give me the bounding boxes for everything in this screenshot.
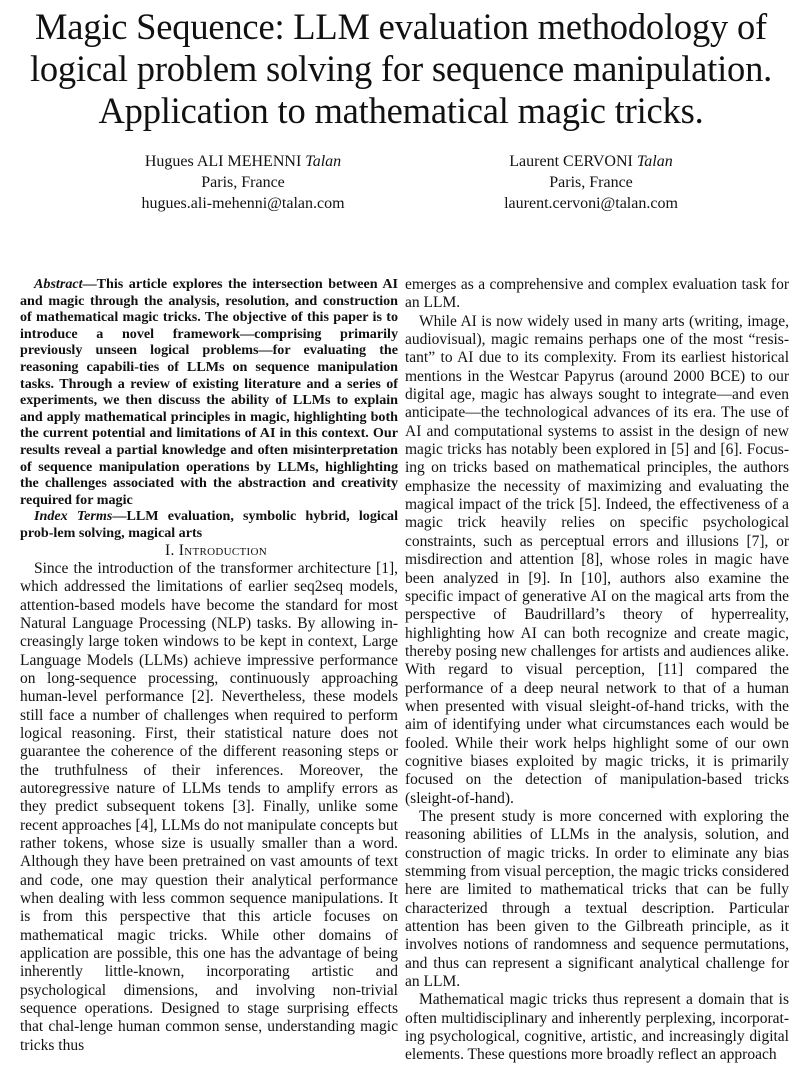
intro-paragraph-2: While AI is now widely used in many arts (writing, image, audiovisual), magic remains perhaps one of the most “resis-tant” to AI due to its complexity. From its earliest historical mentions in the Westcar Papyrus (around 2000 BCE) to our digital age, magic has always sought to integrate—and even anticipate—the technological advances of its era. The use of AI and computational systems to assist in the design of new magic tricks has notably been explored in [5] and [6]. Focus-ing on tricks based on mathematical principles, the authors emphasize the necessity of maximizing and evaluating the magical impact of the trick [5]. Indeed, the effectiveness of a magic trick heavily relies on specific psychological constraints, such as perceptual errors and illusions [7], or misdirection and attention [8], whose roles in magic have been analyzed in [9]. In [10], authors also examine the specific impact of generative AI on the magical arts from the perspective of Baudrillard’s theory of hyperreality, highlighting how AI can both recognize and create magic, thereby posing new challenges for artists and audiences alike. With regard to visual perception, [11] compared the performance of a deep neural network to that of a human when presented with visual sleight-of-hand tricks, with the aim of identifying under what circumstances each would be fooled. While their work helps highlight some of our own cognitive biases exploited by magic tricks, it is primarily focused on the detection of manipulation-based tricks (sleight-of-hand). (405, 312, 789, 807)
abstract-text: —This article explores the intersection between AI and magic through the analysis, resolution, and construction of mathematical magic tricks. The objective of this paper is to introduce a novel framework—comprising primarily previously unseen logical problems—for evaluating the reasoning capabili-ties of LLMs on sequence manipulation tasks. Through a review of existing literature and a series of experiments, we then discuss the ability of LLMs to explain and apply mathematical principles in magic, highlighting both the current potential and limitations of AI in this context. Our results reveal a partial knowledge and often misinterpretation of sequence manipulation operations by LLMs, highlighting the challenges associated with the abstraction and creativity required for magic (20, 276, 398, 508)
title-line: Application to mathematical magic tricks. (98, 90, 704, 131)
title-line: logical problem solving for sequence manipulation. (29, 48, 773, 89)
intro-paragraph-1-continued: emerges as a comprehensive and complex evaluation task for an LLM. (405, 276, 789, 312)
index-terms (20, 508, 398, 541)
left-column (20, 276, 398, 1055)
author-name-line (441, 151, 741, 172)
paper-title (0, 6, 802, 132)
author-block (441, 151, 741, 214)
author-name-line (93, 151, 393, 172)
author-email[interactable]: hugues.ali-mehenni@talan.com (141, 195, 345, 212)
author-location: Paris, France (549, 174, 633, 191)
title-line: Magic Sequence: LLM evaluation methodology of (35, 6, 767, 47)
author-name: Laurent CERVONI (509, 153, 633, 170)
intro-paragraph-1: Since the introduction of the transformer architecture [1], which addressed the limitations of earlier seq2seq models, attention-based models have become the standard for most Natural Language Processing (NLP) tasks. By allowing in-creasingly large token windows to be kept in context, Large Language Models (LLMs) achieve impressive performance on long-sequence processing, continuously approaching human-level performance [2]. Nevertheless, these models still face a number of challenges when required to perform logical reasoning. First, their statistical nature does not guarantee the coherence of the different reasoning steps or the truthfulness of their inferences. Moreover, the autoregressive nature of LLMs tends to amplify errors as they predict subsequent tokens [3]. Finally, unlike some recent approaches [4], LLMs do not manipulate concepts but rather tokens, whose size is usually smaller than a word. Although they have been pretrained on vast amounts of text and code, one may question their analytical performance when dealing with less common sequence manipulations. It is from this perspective that this article focuses on mathematical magic tricks. While other domains of application are possible, this one has the advantage of being inherently little-known, incorporating artistic and psychological dimensions, and involving non-trivial sequence operations. Designed to stage surprising effects that chal-lenge human common sense, understanding magic tricks thus (20, 559, 398, 1054)
author-email[interactable]: laurent.cervoni@talan.com (504, 195, 678, 212)
section-heading-introduction: I. Introduction (164, 541, 267, 559)
right-column (405, 276, 789, 1065)
author-block (93, 151, 393, 214)
author-affiliation: Talan (305, 153, 342, 170)
abstract-label: Abstract (34, 276, 83, 292)
intro-paragraph-3: The present study is more concerned with exploring the reasoning abilities of LLMs in the analysis, solution, and construction of magic tricks. In order to eliminate any bias stemming from visual perception, the magic tricks considered here are limited to mathematical tricks that can be fully characterized through a textual description. Particular attention has been given to the Gilbreath principle, as it involves notions of randomness and sequence permutations, and thus can represent a significant analytical challenge for an LLM. (405, 807, 789, 991)
index-terms-text: —LLM evaluation, symbolic hybrid, logical prob-lem solving, magical arts (20, 508, 398, 541)
intro-paragraph-4: Mathematical magic tricks thus represent a domain that is often multidisciplinary and inherently perplexing, incorporat-ing psychological, cognitive, artistic, and increasingly digital elements. These questions more broadly reflect an approach (405, 991, 789, 1064)
index-terms-label: Index Terms (34, 508, 113, 525)
author-location: Paris, France (201, 174, 285, 191)
author-affiliation: Talan (636, 153, 673, 170)
abstract (20, 276, 398, 508)
author-name: Hugues ALI MEHENNI (144, 153, 302, 170)
